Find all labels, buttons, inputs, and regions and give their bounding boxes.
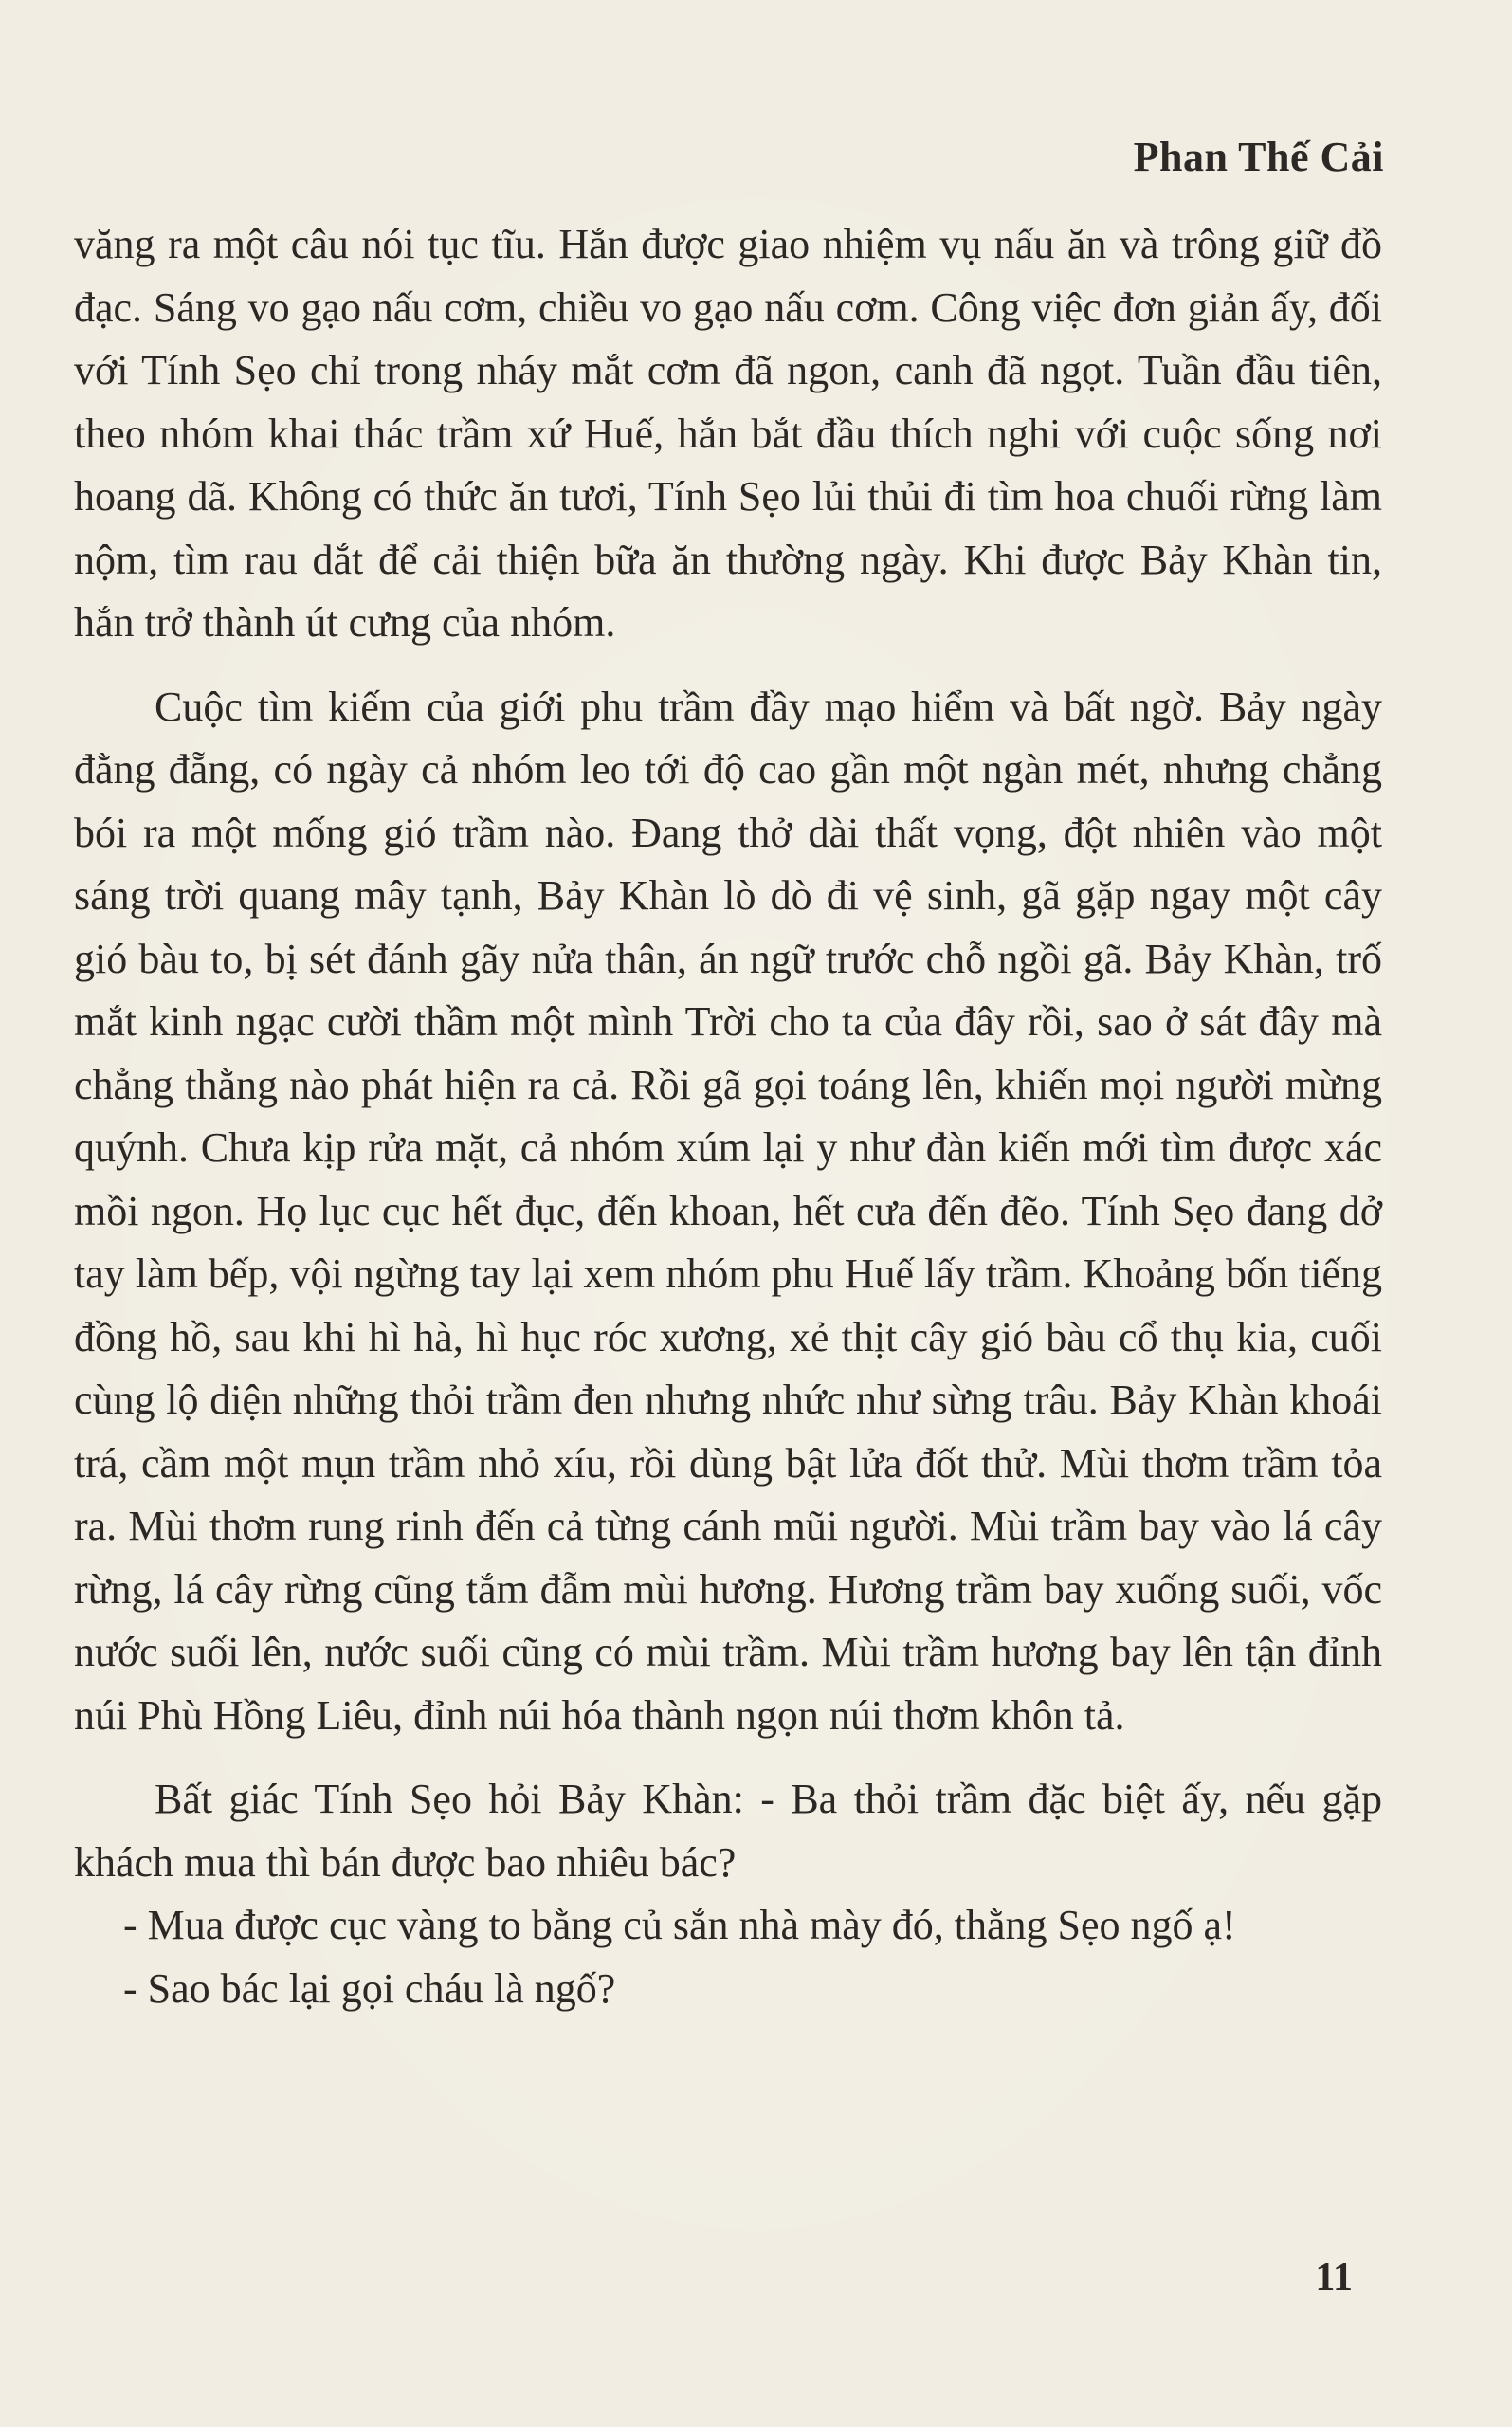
page-number: 11 xyxy=(1315,2255,1353,2299)
paragraph-3: Bất giác Tính Sẹo hỏi Bảy Khàn: - Ba thỏi trầm đặc biệt ấy, nếu gặp khách mua thì bán được bao nhiêu bác? xyxy=(74,1776,1382,1886)
page-body xyxy=(74,213,1382,2020)
paragraph-1: văng ra một câu nói tục tĩu. Hắn được giao nhiệm vụ nấu ăn và trông giữ đồ đạc. Sáng vo gạo nấu cơm, chiều vo gạo nấu cơm. Công việc đơn giản ấy, đối với Tính Sẹo chỉ trong nháy mắt cơm đã ngon, canh đã ngọt. Tuần đầu tiên, theo nhóm khai thác trầm xứ Huế, hắn bắt đầu thích nghi với cuộc sống nơi hoang dã. Không có thức ăn tươi, Tính Sẹo lủi thủi đi tìm hoa chuối rừng làm nộm, tìm rau dắt để cải thiện bữa ăn thường ngày. Khi được Bảy Khàn tin, hắn trở thành út cưng của nhóm. xyxy=(74,221,1382,646)
paragraph-2: Cuộc tìm kiếm của giới phu trầm đầy mạo hiểm và bất ngờ. Bảy ngày đằng đẵng, có ngày cả nhóm leo tới độ cao gần một ngàn mét, nhưng chẳng bói ra một mống gió trầm nào. Đang thở dài thất vọng, đột nhiên vào một sáng trời quang mây tạnh, Bảy Khàn lò dò đi vệ sinh, gã gặp ngay một cây gió bàu to, bị sét đánh gãy nửa thân, án ngữ trước chỗ ngồi gã. Bảy Khàn, trố mắt kinh ngạc cười thầm một mình Trời cho ta của đây rồi, sao ở sát đây mà chẳng thằng nào phát hiện ra cả. Rồi gã gọi toáng lên, khiến mọi người mừng quýnh. Chưa kịp rửa mặt, cả nhóm xúm lại y như đàn kiến mới tìm được xác mồi ngon. Họ lục cục hết đục, đến khoan, hết cưa đến đẽo. Tính Sẹo đang dở tay làm bếp, vội ngừng tay lại xem nhóm phu Huế lấy trầm. Khoảng bốn tiếng đồng hồ, sau khi hì hà, hì hục róc xương, xẻ thịt cây gió bàu cổ thụ kia, cuối cùng lộ diện những thỏi trầm đen nhưng nhức như sừng trâu. Bảy Khàn khoái trá, cầm một mụn trầm nhỏ xíu, rồi dùng bật lửa đốt thử. Mùi thơm trầm tỏa ra. Mùi thơm rung rinh đến cả từng cánh mũi người. Mùi trầm bay vào lá cây rừng, lá cây rừng cũng tắm đẫm mùi hương. Hương trầm bay xuống suối, vốc nước suối lên, nước suối cũng có mùi trầm. Mùi trầm hương bay lên tận đỉnh núi Phù Hồng Liêu, đỉnh núi hóa thành ngọn núi thơm khôn tả. xyxy=(74,683,1382,1739)
running-header-author: Phan Thế Cải xyxy=(1133,134,1384,180)
dialogue-line-1: - Mua được cục vàng to bằng củ sắn nhà mày đó, thằng Sẹo ngố ạ! xyxy=(123,1902,1236,1948)
dialogue-line-2: - Sao bác lại gọi cháu là ngố? xyxy=(123,1964,616,2012)
